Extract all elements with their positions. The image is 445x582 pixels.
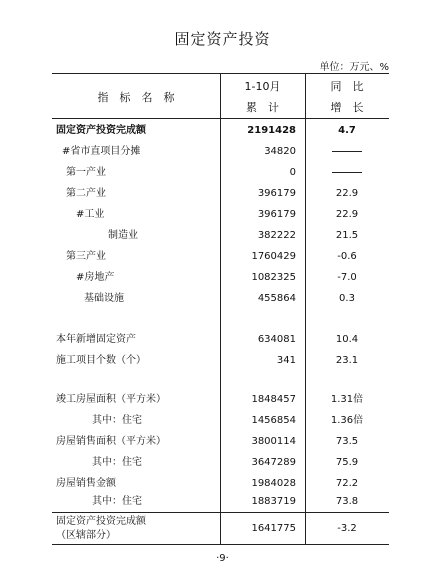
header-divider (52, 118, 389, 119)
statistics-table (52, 73, 389, 545)
table-row (52, 121, 389, 141)
row-cumulative: 634081 (257, 334, 296, 345)
row-cumulative: 3647289 (251, 457, 296, 468)
header-cumulative-line2: 累 计 (246, 101, 279, 114)
header-growth-line2: 增 长 (330, 101, 364, 114)
table-row (52, 184, 389, 204)
row-label: 房屋销售面积（平方米） (56, 436, 166, 447)
row-label: 第二产业 (66, 188, 106, 199)
row-growth: 22.9 (335, 209, 359, 220)
table-row (52, 351, 389, 371)
table-row (52, 390, 389, 410)
row-cumulative: 3800114 (251, 436, 296, 447)
row-label: 其中：住宅 (92, 415, 142, 426)
row-cumulative: 0 (289, 167, 296, 178)
row-label (56, 515, 146, 543)
row-label: #工业 (76, 209, 105, 220)
row-growth: -0.6 (337, 251, 357, 262)
row-cumulative: 1641775 (251, 523, 296, 534)
row-label: 竣工房屋面积（平方米） (56, 394, 166, 405)
row-growth: 72.2 (335, 478, 359, 489)
header-growth-line1: 同 比 (330, 80, 364, 93)
row-growth: 1.31倍 (330, 394, 364, 405)
row-growth: 73.5 (335, 436, 359, 447)
table-row (52, 432, 389, 452)
row-label: 制造业 (108, 230, 138, 241)
row-growth-dash (305, 142, 389, 162)
row-cumulative: 34820 (264, 146, 296, 157)
row-cumulative: 1984028 (251, 478, 296, 489)
row-cumulative: 341 (276, 355, 296, 366)
row-label: 施工项目个数（个） (56, 355, 146, 366)
row-cumulative: 396179 (257, 188, 296, 199)
row-label: 第一产业 (66, 167, 106, 178)
row-label: 房屋销售金额 (56, 478, 116, 489)
row-label: 第三产业 (66, 251, 106, 262)
row-cumulative: 1082325 (251, 272, 296, 283)
table-row (52, 226, 389, 246)
row-cumulative: 455864 (257, 293, 296, 304)
table-row (52, 453, 389, 473)
table-row (52, 513, 389, 545)
row-growth: 0.3 (339, 293, 355, 304)
row-label: 固定资产投资完成额 (56, 125, 146, 136)
row-label: 本年新增固定资产 (56, 334, 136, 345)
row-growth: -7.0 (337, 272, 357, 283)
row-label-line1: 固定资产投资完成额 (56, 516, 146, 527)
row-growth: 10.4 (335, 334, 359, 345)
unit-label: 单位：万元、% (319, 62, 389, 73)
row-label: #房地产 (76, 272, 115, 283)
table-row (52, 411, 389, 431)
table-row (52, 142, 389, 162)
table-row (52, 474, 389, 494)
table-row (52, 205, 389, 225)
row-cumulative: 1883719 (251, 496, 296, 507)
row-growth: 73.8 (335, 496, 359, 507)
row-label: 基础设施 (84, 293, 124, 304)
row-growth: 4.7 (338, 125, 356, 136)
row-label: 其中：住宅 (92, 496, 142, 507)
row-growth: 75.9 (335, 457, 359, 468)
table-row (52, 330, 389, 350)
row-label: 其中：住宅 (92, 457, 142, 468)
table-row (52, 247, 389, 267)
row-growth: 22.9 (335, 188, 359, 199)
table-row (52, 268, 389, 288)
row-cumulative: 1760429 (251, 251, 296, 262)
table-row (52, 289, 389, 309)
row-cumulative: 1848457 (251, 394, 296, 405)
row-growth: 1.36倍 (330, 415, 364, 426)
row-growth: 23.1 (335, 355, 359, 366)
page-title: 固定资产投资 (174, 30, 271, 48)
row-growth-dash (305, 163, 389, 183)
header-cumulative-line1: 1-10月 (244, 80, 281, 93)
table-row (52, 492, 389, 512)
row-cumulative: 396179 (257, 209, 296, 220)
row-label-line2: （区辖部分） (56, 530, 116, 541)
table-row (52, 163, 389, 183)
row-cumulative: 382222 (257, 230, 296, 241)
row-cumulative: 2191428 (247, 125, 296, 136)
row-growth: 21.5 (335, 230, 359, 241)
row-growth: -3.2 (337, 523, 357, 534)
page-number: ·9· (216, 553, 229, 564)
row-cumulative: 1456854 (251, 415, 296, 426)
header-indicator-name: 指 标 名 称 (97, 91, 175, 104)
row-label: #省市直项目分摊 (62, 146, 141, 157)
